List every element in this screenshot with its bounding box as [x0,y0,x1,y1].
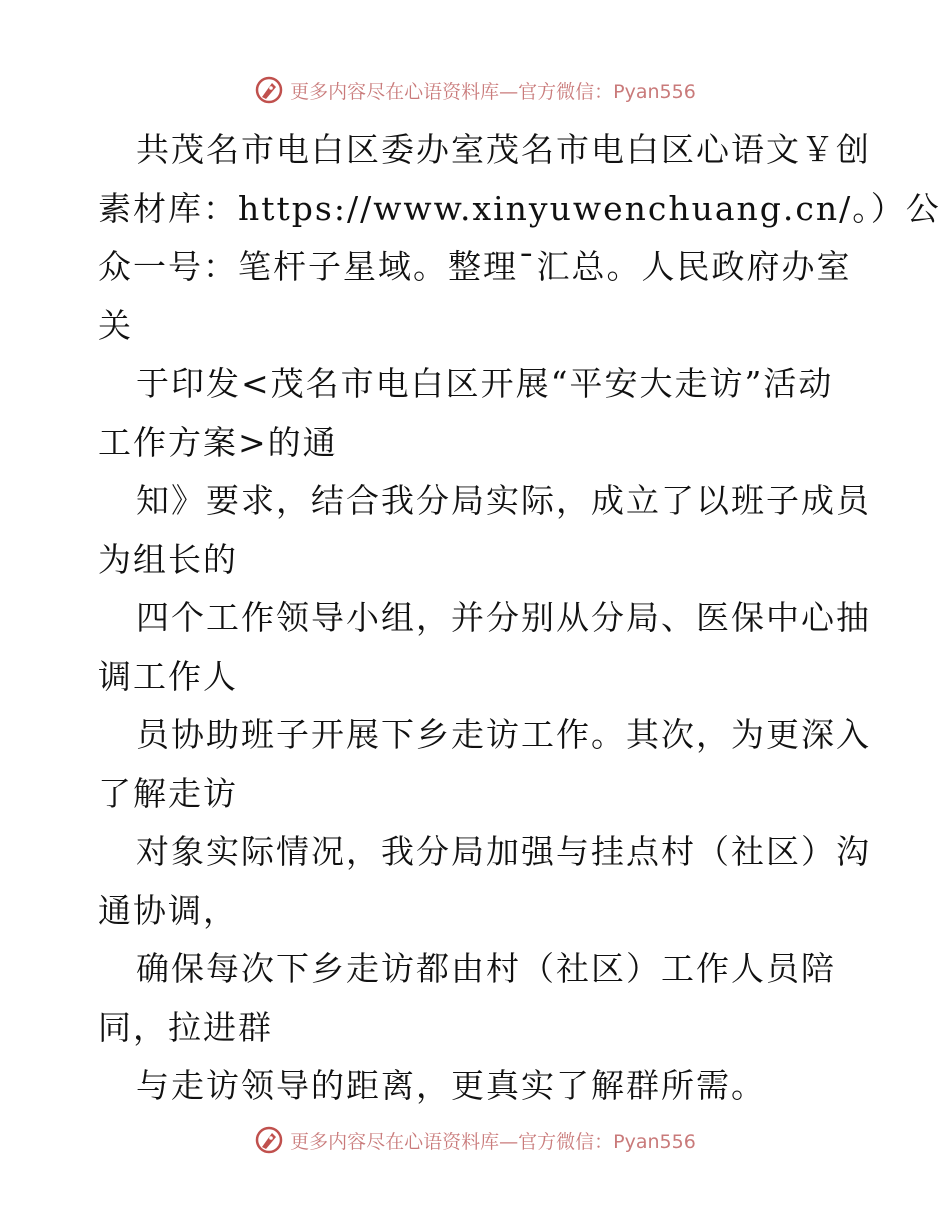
text-line: 共茂名市电白区委办室茂名市电白区心语文￥创 [136,130,871,169]
text-line: 知》要求，结合我分局实际，成立了以班子成员 [136,481,871,520]
text-line: 众一号：笔杆子星域。整理¯汇总。人民政府办室 [98,247,852,286]
text-line: 于印发<茂名市电白区开展“平安大走访”活动 [136,364,834,403]
watermark-banner-top [0,70,950,110]
pen-nib-logo-icon [254,1125,284,1155]
watermark-banner-bottom [0,1120,950,1160]
wechat-id: Pyan556 [613,1130,696,1153]
pen-nib-logo-icon [254,75,284,105]
text-line: 了解走访 [98,773,238,813]
text-line: 确保每次下乡走访都由村（社区）工作人员陪 [136,949,836,988]
text-line: 素材库：https://www.xinyuwenchuang.cn/。）公 [98,188,941,228]
text-line: 通协调， [98,890,238,930]
text-line: 员协助班子开展下乡走访工作。其次，为更深入 [136,715,871,754]
document-body [98,121,941,1116]
text-line: 为组长的 [98,539,238,579]
text-line: 与走访领导的距离，更真实了解群所需。 [136,1066,766,1105]
wechat-id: Pyan556 [613,80,696,103]
watermark-text: 更多内容尽在心语资料库—官方微信：Pyan556 [290,80,696,103]
watermark-text: 更多内容尽在心语资料库—官方微信：Pyan556 [290,1130,696,1153]
text-line: 工作方案>的通 [98,422,338,462]
text-line: 调工作人 [98,656,238,696]
text-line: 关 [98,305,133,345]
text-line: 四个工作领导小组，并分别从分局、医保中心抽 [136,598,871,637]
text-line: 对象实际情况，我分局加强与挂点村（社区）沟 [136,832,871,871]
text-line: 同，拉进群 [98,1007,273,1047]
